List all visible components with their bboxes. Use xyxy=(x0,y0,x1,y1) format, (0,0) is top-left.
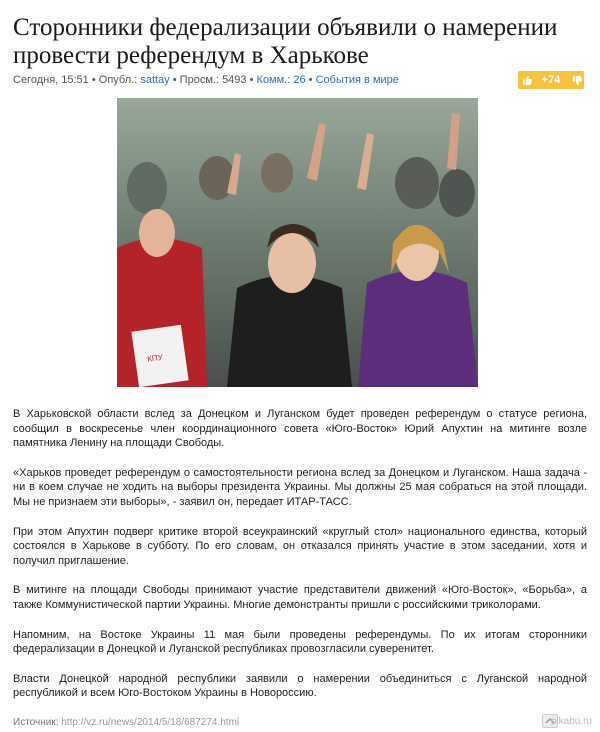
separator: • xyxy=(249,74,254,86)
separator: • xyxy=(172,74,177,86)
paragraph: Власти Донецкой народной республики заявили о намерении объединиться с Луганской народной республикой и всем Юго-Востоком Украины в Новороссию. xyxy=(13,672,587,700)
comments-label[interactable]: Комм.: xyxy=(256,74,291,86)
site-watermark: pikabu.ru xyxy=(550,716,592,727)
source-line xyxy=(13,717,239,728)
post-date: Сегодня, 15:51 xyxy=(13,74,89,86)
source-label: Источник: xyxy=(13,717,59,728)
rating-widget xyxy=(518,71,584,89)
published-label: Опубл.: xyxy=(98,74,138,86)
paragraph: При этом Апухтин подверг критике второй всеукраинский «круглый стол» национального единства, который состоялся в Харькове в субботу. По его словам, он отказался принять участие в этом заседании, хотя и получил приглашение. xyxy=(13,525,587,567)
author-link[interactable]: sattay xyxy=(140,74,170,86)
separator: • xyxy=(308,74,313,86)
views-label: Просм.: xyxy=(179,74,219,86)
svg-text:КПУ: КПУ xyxy=(146,352,164,364)
paragraph: В Харьковской области вслед за Донецком и Луганском будет проведен референдум о статусе региона, сообщил в воскресенье член координационного совета «Юго-Восток» Юрий Апухтин на митинге возле памятника Ленину на площади Свободы. xyxy=(13,408,587,450)
paragraph: «Харьков проведет референдум о самостоятельности региона вслед за Донецком и Луганском. Наша задача - ни в коем случае не ходить на выборы президента Украины. Мы должны 25 мая собраться на этой площади. Мы не признаем эти выборы», - заявил он, передает ИТАР-ТАСС. xyxy=(13,466,587,508)
article-meta xyxy=(13,74,399,88)
paragraph: В митинге на площади Свободы принимают участие представители движений «Юго-Восток», «Борьба», а также Коммунистической партии Украины. Многие демонстранты пришли с российскими триколорами. xyxy=(13,584,587,611)
category-link[interactable]: События в мире xyxy=(315,74,399,86)
separator: • xyxy=(91,74,96,86)
comments-count[interactable]: 26 xyxy=(293,74,306,86)
article-photo xyxy=(117,98,478,387)
thumbs-down-icon[interactable] xyxy=(570,73,584,87)
views-count: 5493 xyxy=(222,74,247,86)
article-body xyxy=(13,407,587,716)
paragraph: Напомним, на Востоке Украины 11 мая были проведены референдумы. По их итогам сторонники федерализации в Донецкой и Луганской республиках провозгласили суверенитет. xyxy=(13,628,587,656)
article-title[interactable]: Сторонники федерализации объявили о намерении провести референдум в Харькове xyxy=(13,14,558,69)
rating-value: +74 xyxy=(541,74,561,86)
thumbs-up-icon[interactable] xyxy=(520,73,534,87)
source-link[interactable]: http://vz.ru/news/2014/5/18/687274.html xyxy=(61,717,240,728)
